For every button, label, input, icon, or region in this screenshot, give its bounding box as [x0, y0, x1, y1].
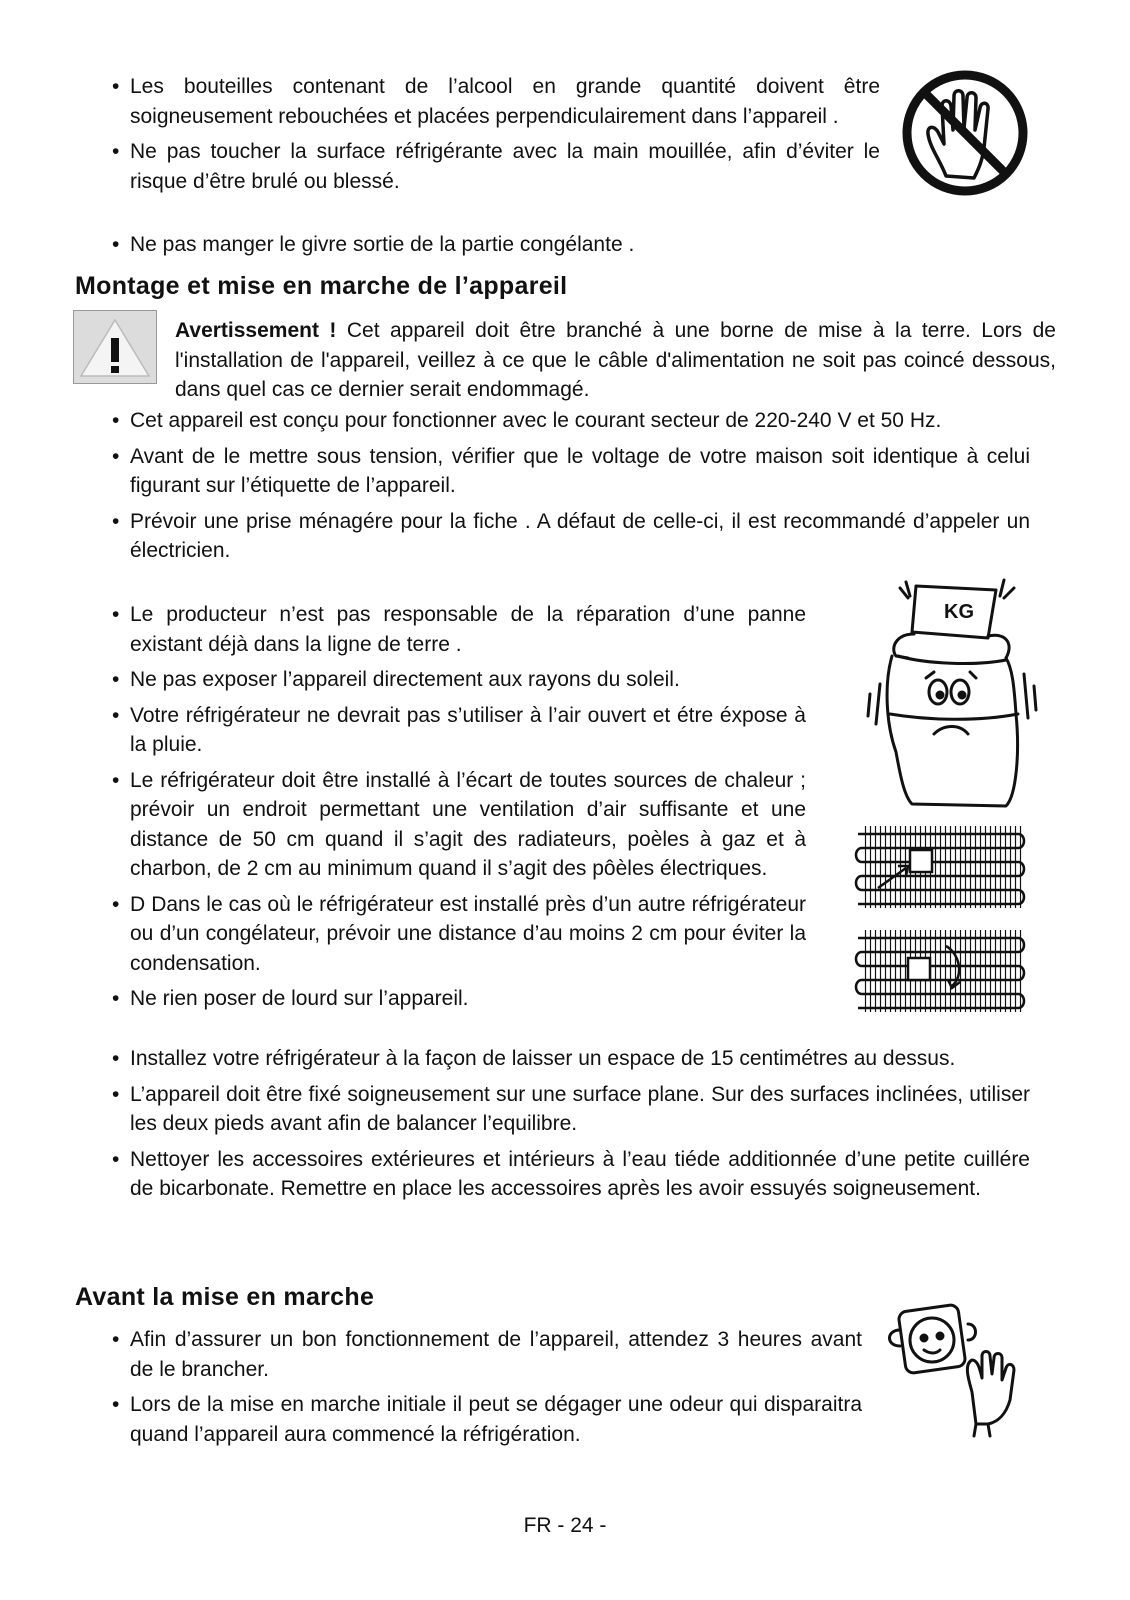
list-item: • Le producteur n’est pas responsable de la réparation d’une panne existant déjà dans la ligne de terre .: [112, 600, 806, 659]
list-item: • L’appareil doit être fixé soigneusement sur une surface plane. Sur des surfaces inclinées, utiliser les deux pieds avant afin de balancer l’equilibre.: [112, 1080, 1030, 1139]
list-item: • Prévoir une prise ménagére pour la fiche . A défaut de celle-ci, il est recommandé d’appeler un électricien.: [112, 507, 1030, 566]
section-title: Avant la mise en marche: [75, 1283, 375, 1311]
warning-label: Avertissement !: [175, 319, 337, 342]
install-list-bottom: [112, 1044, 1030, 1204]
list-item: • Nettoyer les accessoires extérieures et intérieurs à l’eau tiéde additionnée d’une petite cuillére de bicarbonate. Remettre en place les accessoires après les avoir essuyés soigneusement.: [112, 1145, 1030, 1204]
list-item: • D Dans le cas où le réfrigérateur est installé près d’un autre réfrigérateur ou d’un congélateur, prévoir une distance d’au moins 2 cm pour éviter la condensation.: [112, 890, 806, 979]
install-list-narrow: [112, 600, 806, 1014]
list-item: • Ne pas exposer l’appareil directement aux rayons du soleil.: [112, 665, 806, 695]
list-item: • Ne pas manger le givre sortie de la partie congélante .: [112, 230, 1012, 260]
list-item: • Installez votre réfrigérateur à la façon de laisser un espace de 15 centimétres au dessus.: [112, 1044, 1030, 1074]
top-list: [112, 72, 880, 196]
page-number: FR - 24 -: [523, 1514, 607, 1537]
top-list-last: [112, 230, 1012, 260]
list-item: • Le réfrigérateur doit être installé à l’écart de toutes sources de chaleur ; prévoir un endroit permettant une ventilation d’air suffisante et une distance de 50 cm quand il s’agit des radiateurs, poèles à gaz et à charbon, de 2 cm au minimum quand il s’agit des pôèles électriques.: [112, 766, 806, 884]
plug-socket-illustration: [878, 1300, 1028, 1440]
list-item: • Cet appareil est conçu pour fonctionner avec le courant secteur de 220-240 V et 50 Hz.: [112, 406, 1030, 436]
list-item: • Les bouteilles contenant de l’alcool en grande quantité doivent être soigneusement rebouchées et placées perpendiculairement dans l’appareil .: [112, 72, 880, 131]
startup-list: [112, 1325, 862, 1449]
condenser-illustration: [848, 820, 1032, 1030]
warning-icon: [73, 310, 157, 384]
warning-paragraph: [175, 316, 1056, 405]
fridge-label: KG: [944, 601, 974, 623]
heavy-fridge-illustration: [856, 574, 1036, 814]
list-item: • Afin d’assurer un bon fonctionnement de l’appareil, attendez 3 heures avant de le brancher.: [112, 1325, 862, 1384]
install-list-full: [112, 406, 1030, 566]
list-item: • Avant de le mettre sous tension, vérifier que le voltage de votre maison soit identique à celui figurant sur l’étiquette de l’appareil.: [112, 442, 1030, 501]
list-item: • Ne pas toucher la surface réfrigérante avec la main mouillée, afin d’éviter le risque d’être brulé ou blessé.: [112, 137, 880, 196]
list-item: • Lors de la mise en marche initiale il peut se dégager une odeur qui disparaitra quand l’appareil aura commencé la réfrigération.: [112, 1390, 862, 1449]
list-item: • Ne rien poser de lourd sur l’appareil.: [112, 984, 806, 1014]
warning-text: Cet appareil doit être branché à une borne de mise à la terre. Lors de l'installation de l'appareil, veillez à ce que le câble d'alimentation ne soit pas coincé dessous, dans quel cas ce dernier serait endommagé.: [175, 319, 1056, 401]
section-title: Montage et mise en marche de l’appareil: [75, 272, 568, 300]
list-item: • Votre réfrigérateur ne devrait pas s’utiliser à l’air ouvert et étre éxpose à la pluie.: [112, 701, 806, 760]
no-touch-icon: [900, 68, 1030, 198]
